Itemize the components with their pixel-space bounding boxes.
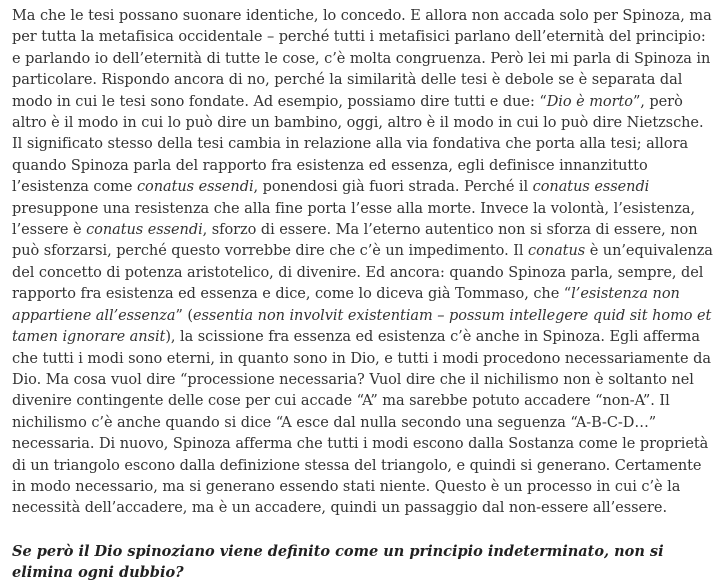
text-segment: , ponendosi già fuori strada. Perché il (253, 179, 533, 196)
text-segment: , sforzo di essere. Ma l’eterno autentico non si sforza di essere, non può sforzarsi, perché questo vorrebbe dire che c’è un impedimento. Il (12, 222, 698, 260)
interview-question: Se però il Dio spinoziano viene definito come un principio indeterminato, non si elimina ogni dubbio? (12, 542, 664, 582)
text-segment: è un’equivalenza del concetto di potenza aristotelico, di divenire. Ed ancora: quando Spinoza parla, sempre, del rapporto fra esistenza ed essenza e dice, come lo diceva già Tommaso, che “ (12, 243, 713, 303)
italic-term: conatus essendi (136, 179, 254, 196)
italic-quote: Dio è morto (546, 93, 633, 110)
text-segment: ), la scissione fra essenza ed esistenza c’è anche in Spinoza. Egli afferma che tutti i modi sono eterni, in quanto sono in Dio, e tutti i modi procedono necessariamente da Dio. Ma cosa vuol dire “processione necessaria? Vuol dire che il nichilismo non è soltanto nel divenire contingente delle cose per cui accade “A” ma sarebbe potuto accadere “non-A”. Il nichilismo c’è anche quando si dice “A esce dal nulla secondo una seguenza “A-B-C-D…” necessaria. Di nuovo, Spinoza afferma che tutti i modi escono dalla Sostanza come le proprietà di un triangolo escono dalla definizione stessa del triangolo, e quindi si generano. Certamente in modo necessario, ma si generano essendo stati niente. Questo è un processo in cui c’è la necessità dell’accadere, ma è un accadere, quindi un passaggio dal non-essere all’essere. (12, 329, 711, 517)
answer-paragraph (12, 6, 717, 520)
text-segment: ”, però altro è il modo in cui lo può dire un bambino, oggi, altro è il modo in cui lo può dire Nietzsche. Il significato stesso della tesi cambia in relazione alla via fondativa che porta alla tesi; allora quando Spinoza parla del rapporto fra esistenza ed essenza, egli definisce innanzitutto l’esistenza come (12, 93, 704, 196)
text-segment: ” ( (175, 307, 193, 324)
text-segment: presuppone una resistenza che alla fine porta l’esse alla morte. Invece la volontà, l’esistenza, l’essere è (12, 200, 696, 239)
italic-term: conatus essendi (86, 222, 203, 239)
italic-term: conatus essendi (532, 179, 650, 196)
italic-term: conatus (528, 243, 586, 260)
text-segment: Ma che le tesi possano suonare identiche, lo concedo. E allora non accada solo per Spinoza, ma per tutta la metafisica occidentale – perché tutti i metafisici parlano dell’eternità del principio: e parlando io dell’eternità di tutte le cose, c’è molta congruenza. Però lei mi parla di Spinoza in particolare. Rispondo ancora di no, perché la similarità delle tesi è debole se è separata dal modo in cui le tesi sono fondate. Ad esempio, possiamo dire tutti e due: “ (12, 8, 712, 110)
latin-quote: essentia non involvit existentiam – possum intellegere quid sit homo et tamen ignorare ansit (12, 307, 712, 346)
italic-quote: l’esistenza non appartiene all’essenza (12, 286, 680, 324)
article-body (12, 6, 717, 584)
